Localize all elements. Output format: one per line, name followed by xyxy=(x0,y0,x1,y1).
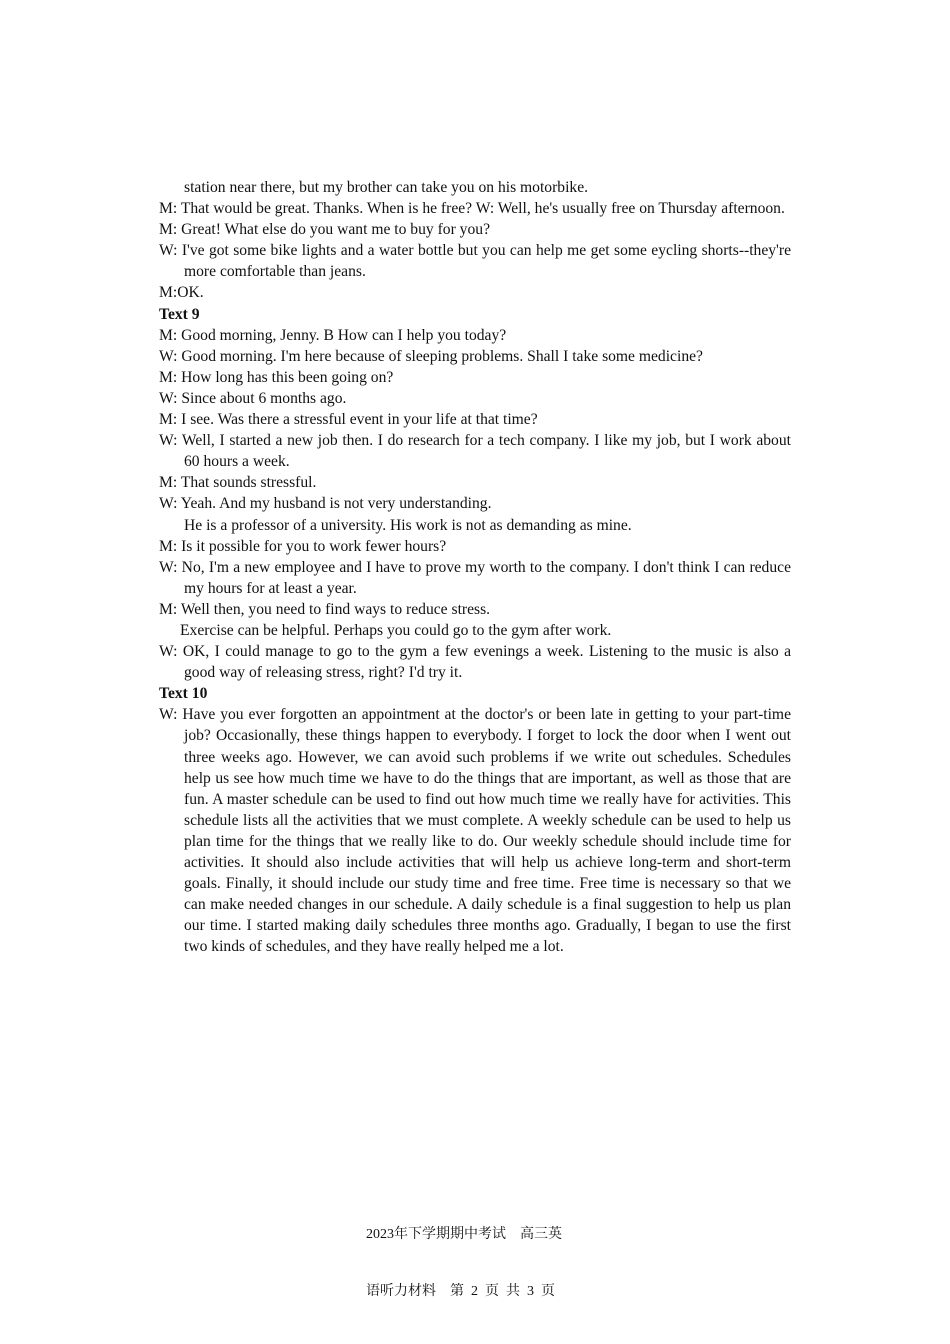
transcript-line: M: Great! What else do you want me to buy for you? xyxy=(159,221,490,239)
transcript-line: W: Well, I started a new job then. I do research for a tech company. I like my job, but I work about 60 hours a week. xyxy=(159,432,791,471)
transcript-line: M:OK. xyxy=(159,284,204,302)
footer-exam-title: 2023年下学期期中考试 高三英 xyxy=(366,1227,562,1242)
transcript-line: M: Well then, you need to find ways to reduce stress. xyxy=(159,600,491,618)
transcript-line: M: That would be great. Thanks. When is he free? W: Well, he's usually free on Thursday afternoon. xyxy=(159,200,785,218)
transcript-line: Exercise can be helpful. Perhaps you could go to the gym after work. xyxy=(180,621,612,639)
transcript-line: M: I see. Was there a stressful event in your life at that time? xyxy=(159,411,538,429)
transcript-line: W: Since about 6 months ago. xyxy=(159,389,347,407)
transcript-line: M: Is it possible for you to work fewer hours? xyxy=(159,537,447,555)
transcript-line: W: OK, I could manage to go to the gym a few evenings a week. Listening to the music is also a good way of releasing stress, right? I'd try it. xyxy=(159,643,791,682)
page-footer xyxy=(366,1187,562,1320)
transcript-line: He is a professor of a university. His work is not as demanding as mine. xyxy=(184,516,632,534)
transcript-line: M: That sounds stressful. xyxy=(159,474,317,492)
footer-page-number: 语听力材料 第 2 页 共 3 页 xyxy=(366,1284,555,1299)
transcript-line: W: Yeah. And my husband is not very understanding. xyxy=(159,495,492,513)
transcript-line: station near there, but my brother can take you on his motorbike. xyxy=(184,179,589,196)
transcript-line: M: How long has this been going on? xyxy=(159,368,394,386)
transcript-line: W: Good morning. I'm here because of sleeping problems. Shall I take some medicine? xyxy=(159,347,703,365)
section-heading-text-10: Text 10 xyxy=(159,685,208,703)
transcript-line: W: I've got some bike lights and a water bottle but you can help me get some eycling shorts--they're more comfortable than jeans. xyxy=(159,242,791,281)
transcript-body xyxy=(159,177,791,957)
transcript-line: M: Good morning, Jenny. B How can I help you today? xyxy=(159,326,507,344)
transcript-paragraph: W: Have you ever forgotten an appointment at the doctor's or been late in getting to your part-time job? Occasionally, these things happen to everybody. I forget to lock the door when I went out three weeks ago. However, we can avoid such problems if we write out schedules. Schedules help us see how much time we have to do the things that are important, as well as those that are fun. A master schedule can be used to find out how much time we really have for activities. This schedule lists all the activities that we must complete. A weekly schedule can be used to help us plan time for the things that we really like to do. Our weekly schedule should include time for activities. It should also include activities that will help us achieve long-term and short-term goals. Finally, it should include our study time and free time. Free time is necessary so that we can make needed changes in our schedule. A daily schedule is a final suggestion to help us plan our time. I started making daily schedules three months ago. Gradually, I began to use the first two kinds of schedules, and they have really helped me a lot. xyxy=(159,706,791,956)
section-heading-text-9: Text 9 xyxy=(159,305,200,323)
transcript-line: W: No, I'm a new employee and I have to prove my worth to the company. I don't think I can reduce my hours for at least a year. xyxy=(159,558,791,597)
